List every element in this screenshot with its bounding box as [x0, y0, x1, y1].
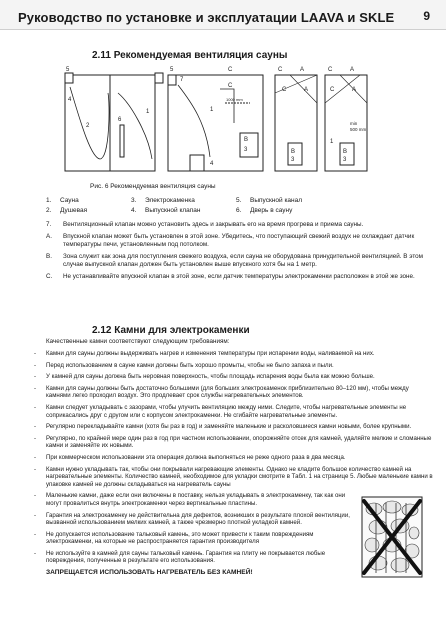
- note-item: B. Зона служит как зона для поступления свежего воздуха, если сауна не оборудована принудительной вентиляцией. В этом случае выпускной клапан должен быть установлен выше впускного хотя бы на 1 метр.: [46, 253, 423, 268]
- list-item: - Не допускается использование тальковый камень, это может привести к таким повреждениям электрокаменки, на которые не распространяется гарантия производителя: [34, 531, 356, 546]
- svg-text:1: 1: [330, 139, 334, 145]
- svg-text:C: C: [330, 87, 335, 93]
- ventilation-notes: [46, 221, 426, 285]
- exhaust-duct-left: [65, 73, 73, 83]
- ventilation-figure: [60, 63, 410, 173]
- svg-text:A: A: [304, 87, 309, 93]
- svg-text:C: C: [228, 67, 233, 73]
- svg-text:2: 2: [86, 123, 90, 129]
- svg-text:4: 4: [210, 161, 214, 167]
- section-stones-title: 2.12 Камни для электрокаменки: [92, 325, 250, 336]
- svg-text:500 mm: 500 mm: [350, 127, 367, 132]
- svg-text:B: B: [291, 149, 296, 155]
- svg-text:3: 3: [291, 157, 295, 163]
- section-ventilation-title: 2.11 Рекомендуемая вентиляция сауны: [92, 50, 288, 61]
- svg-text:5: 5: [66, 67, 70, 73]
- warning-text: ЗАПРЕЩАЕТСЯ ИСПОЛЬЗОВАТЬ НАГРЕВАТЕЛЬ БЕЗ КАМНЕЙ!: [46, 569, 253, 577]
- airflow-middle: [178, 85, 210, 157]
- svg-text:5: 5: [170, 67, 174, 73]
- page-header: [0, 0, 446, 30]
- airflow-left: [70, 87, 109, 159]
- svg-text:B: B: [343, 149, 348, 155]
- heater-box-middle: [190, 155, 204, 171]
- svg-text:A: A: [352, 87, 357, 93]
- legend-row: 1. Сауна 3. Электрокаменка 5. Выпускной канал: [46, 197, 303, 204]
- svg-text:4: 4: [68, 97, 72, 103]
- svg-text:1: 1: [210, 107, 214, 113]
- svg-text:C: C: [228, 83, 233, 89]
- svg-text:3: 3: [244, 147, 248, 153]
- figure-legend: [46, 197, 426, 217]
- svg-text:min: min: [350, 121, 358, 126]
- svg-text:B: B: [244, 137, 249, 143]
- list-item: - Гарантия на электрокаменку не действительна для дефектов, возникших в результате плохой вентиляции, вызванной использованием мелких камней, а также чрезмерно плотной укладкой камней.: [34, 512, 356, 527]
- list-item: - Регулярно, по крайней мере один раз в год при частном использовании, опорожняйте отсек для камней, удаляйте мелкие и сломанные камни и заменяйте их новыми.: [34, 435, 434, 450]
- heater-stones-illustration: [356, 493, 428, 581]
- list-item: - Камни для сауны должны быть достаточно большими (для больших электрокаменок приблизительно 80–120 мм), чтобы между камнями легко проходил воздух. Это продлевает срок службы нагревательных элементов.: [34, 385, 434, 400]
- svg-text:A: A: [350, 67, 355, 73]
- list-item: - Камни для сауны должны выдерживать нагрев и изменения температуры при испарении воды, наливаемой на них.: [34, 350, 434, 358]
- list-item: - У камней для сауны должна быть неровная поверхность, чтобы площадь испарения воды была как можно больше.: [34, 373, 434, 381]
- list-item: - Перед использованием в сауне камни должны быть хорошо промыты, чтобы не было запаха и пыли.: [34, 362, 434, 370]
- svg-text:1: 1: [146, 109, 150, 115]
- svg-text:1000 mm: 1000 mm: [226, 97, 243, 102]
- svg-text:C: C: [328, 67, 333, 73]
- svg-text:7: 7: [180, 77, 184, 83]
- stones-intro: Качественные камни соответствуют следующим требованиям:: [46, 338, 230, 345]
- svg-text:C: C: [282, 87, 287, 93]
- figure-caption: Рис. 6 Рекомендуемая вентиляция сауны: [90, 183, 216, 190]
- note-item: C. Не устанавливайте впускной клапан в этой зоне, если датчик температуры электрокаменки расположен в этой же зоне.: [46, 273, 415, 280]
- list-item: - Маленькие камни, даже если они включены в поставку, нельзя укладывать в электрокаменку, так как они могут провалиться внутрь электрокаменки через вертикальные пластины.: [34, 492, 356, 507]
- note-item: 7. Вентиляционный клапан можно установить здесь и закрывать его на время прогрева и приема сауны.: [46, 221, 364, 228]
- list-item: - Камни следует укладывать с зазорами, чтобы улучить вентиляцию между ними. Следите, чтобы нагревательные элементы не соприкасались друг с другом или с корпусом электрокаменки. Не сгибайте нагревательные элементы.: [34, 404, 434, 419]
- list-item: - Не используйте в камней для сауны тальковый камень. Гарантия на плиту не покрывается любые повреждения, полученные в результате его использования.: [34, 550, 356, 565]
- svg-text:C: C: [278, 67, 283, 73]
- document-title: Руководство по установке и эксплуатации LAAVA и SKLE: [18, 10, 395, 25]
- door-symbol: [120, 125, 124, 157]
- list-item: - Регулярно перекладывайте камни (хотя бы раз в год) и заменяйте маленькие и расколовшиеся камни новыми, более крупными.: [34, 423, 434, 431]
- svg-text:3: 3: [343, 157, 347, 163]
- svg-text:6: 6: [118, 117, 122, 123]
- zone-b-box-middle: [240, 133, 258, 157]
- svg-text:A: A: [300, 67, 305, 73]
- list-item: - Камни нужно укладывать так, чтобы они покрывали нагревающие элементы. Однако не кладите большое количество камней на нагревательные элементы. Количество камней, необходимое для укладки смотрите в Табл. 1 на странице 5. Любые маленькие камни в упаковке камней не должны складываться на нагреватель сауны: [34, 466, 434, 489]
- list-item: - При коммерческом использовании эта операция должна выполняться не реже одного раза в два месяца.: [34, 454, 434, 462]
- legend-row: 2. Душевая 4. Выпускной клапан 6. Дверь в сауну: [46, 207, 293, 214]
- page-number: 9: [423, 9, 430, 23]
- note-item: A. Впускной клапан может быть установлен в этой зоне. Убедитесь, что поступающий свежий воздух не охлаждает датчик температуры печи, установленным под потолком.: [46, 233, 415, 248]
